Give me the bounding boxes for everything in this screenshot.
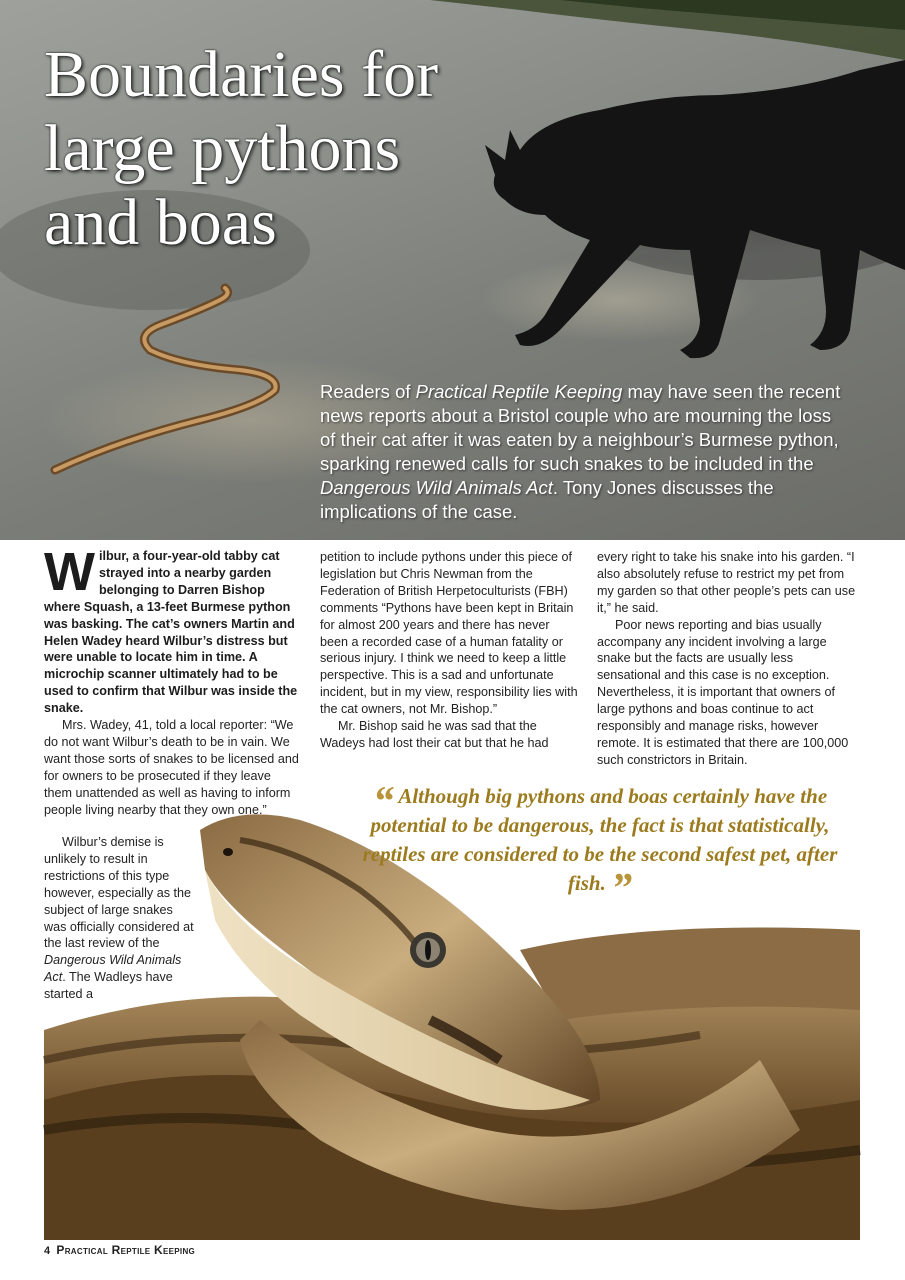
open-quote-mark: “ (372, 779, 394, 825)
act-name: Dangerous Wild Animals Act (44, 953, 182, 985)
article-column-3 (597, 549, 859, 769)
body-text: . The Wadleys have started a (44, 970, 173, 1002)
article-title (44, 38, 438, 260)
body-text: Wilbur’s demise is unlikely to result in restrictions of this type however, especially as the subject of large snakes was officially considered at the last review of the (44, 835, 194, 951)
intro-publication-name: Practical Reptile Keeping (415, 381, 623, 402)
intro-text: Readers of (320, 381, 416, 402)
close-quote-mark: ” (611, 866, 633, 912)
page-number: 4 (44, 1245, 51, 1257)
title-line: Boundaries for (44, 38, 439, 111)
title-line: and boas (44, 186, 277, 259)
article-column-2 (320, 549, 578, 752)
hero-photo (0, 0, 905, 540)
title-line: large pythons (44, 112, 401, 185)
pull-quote-text: Although big pythons and boas certainly have the potential to be dangerous, the fact is that statistically, reptiles are considered to be the second safest pet, after fish. (362, 784, 838, 895)
drop-cap: W (44, 542, 95, 602)
intro-standfirst (320, 380, 845, 524)
article-column-1 (44, 542, 299, 819)
article-column-1-wrap (44, 834, 194, 1003)
lead-paragraph (44, 542, 299, 717)
body-paragraph: every right to take his snake into his garden. “I also absolutely refuse to restrict my pet from my garden so that other people’s pets can use it,” he said. (597, 550, 856, 615)
body-paragraph: Mrs. Wadey, 41, told a local reporter: “We do not want Wilbur’s death to be in vain. We want those sorts of snakes to be licensed and for owners to be prosecuted if they leave them unattended as well as having to inform people living nearby that they own one.” (44, 718, 299, 817)
body-paragraph: Mr. Bishop said he was sad that the Wadeys had lost their cat but that he had (320, 719, 549, 750)
intro-text: may have seen the recent news reports about a Bristol couple who are mourning the loss of their cat after it was eaten by a neighbour’s Burmese python, sparking renewed calls for such snakes to be included in the (320, 381, 841, 474)
page-footer (44, 1243, 195, 1257)
publication-name: Practical Reptile Keeping (56, 1243, 196, 1257)
body-paragraph: Poor news reporting and bias usually accompany any incident involving a large snake but the facts are usually less sensational and this case is no exception. Nevertheless, it is important that owners of large pythons and boas continue to act responsibly and manage risks, however remote. It is estimated that there are 100,000 such constrictors in Britain. (597, 617, 849, 767)
pull-quote (350, 779, 850, 912)
intro-act-name: Dangerous Wild Animals Act (320, 477, 553, 498)
body-paragraph: petition to include pythons under this piece of legislation but Chris Newman from the Federation of British Herpetoculturists (FBH) comments “Pythons have been kept in Britain for almost 200 years and there has never been a recorded case of a human fatality or serious injury. I think we need to keep a little perspective. This is a sad and unfortunate incident, but in my view, responsibility lies with the cat owners, not Mr. Bishop.” (320, 550, 578, 717)
lead-text: ilbur, a four-year-old tabby cat strayed into a nearby garden belonging to Darren Bishop where Squash, a 13-feet Burmese python was basking. The cat’s owners Martin and Helen Wadey heard Wilbur’s distress but were unable to locate him in time. A microchip scanner ultimately had to be used to confirm that Wilbur was inside the snake. (44, 549, 298, 716)
intro-text: . Tony Jones discusses the implications of the case. (320, 477, 774, 522)
body-paragraph (44, 834, 194, 1003)
